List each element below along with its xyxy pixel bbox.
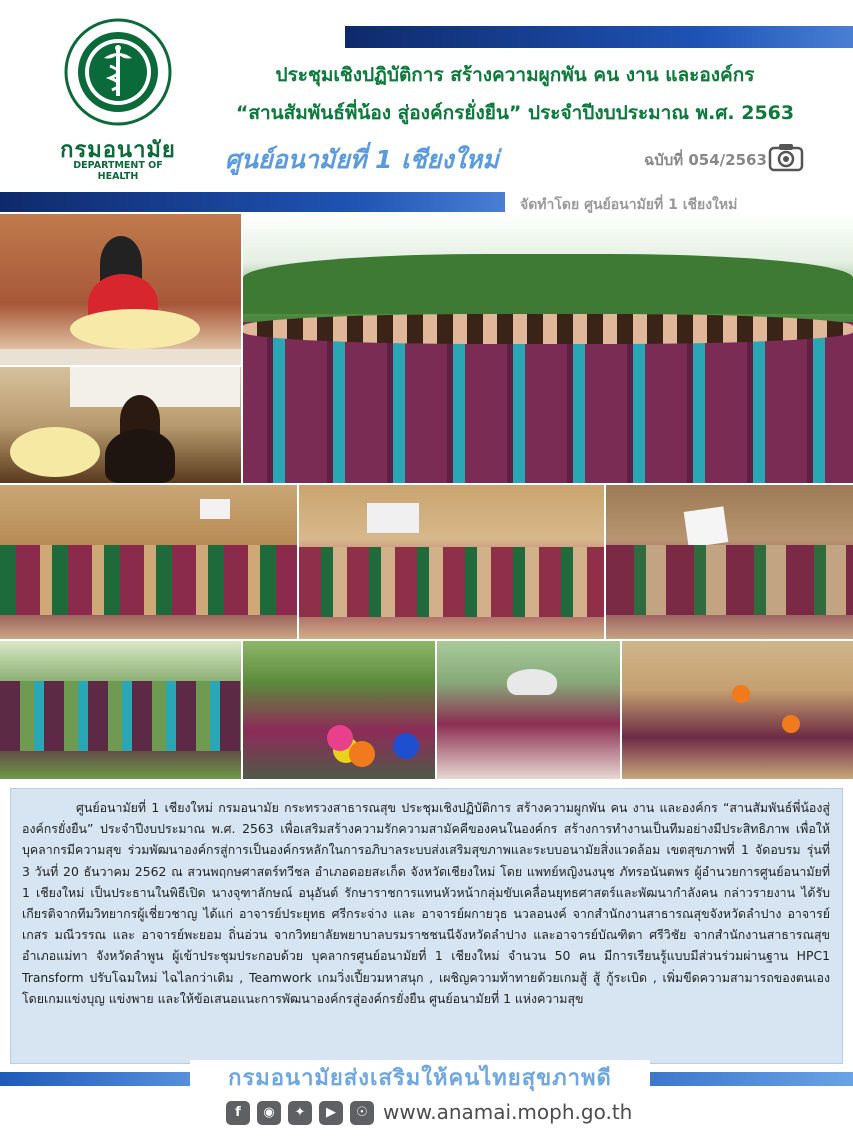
footer-slogan: กรมอนามัยส่งเสริมให้คนไทยสุขภาพดี — [228, 1066, 612, 1091]
photo-meeting-room-2 — [299, 485, 604, 639]
photo-outdoor-game-1 — [0, 641, 241, 779]
photo-activity-floor — [606, 485, 853, 639]
photo-group-garden — [243, 214, 853, 483]
camera-icon — [768, 142, 804, 172]
photo-speaker-podium — [0, 214, 241, 365]
messenger-icon[interactable]: ◉ — [257, 1101, 281, 1125]
header-top-band — [345, 26, 853, 48]
organizer-credit: จัดทำโดย ศูนย์อนามัยที่ 1 เชียงใหม่ — [520, 197, 738, 213]
headline-title-line-1: ประชุมเชิงปฏิบัติการ สร้างความผูกพัน คน งาน และองค์กร — [275, 64, 755, 86]
photo-outdoor-game-3 — [437, 641, 620, 779]
photo-speaker-lectern — [0, 367, 241, 483]
header-mid-band — [0, 192, 505, 212]
youtube-icon[interactable]: ▶ — [319, 1101, 343, 1125]
facebook-icon[interactable]: f — [226, 1101, 250, 1125]
article-body-text: ศูนย์อนามัยที่ 1 เชียงใหม่ กรมอนามัย กระทรวงสาธารณสุข ประชุมเชิงปฏิบัติการ สร้างความผูกพัน คน งาน และองค์กร “สานสัมพันธ์พี่น้องสู่องค์กรยั่งยืน” ประจำปีงบประมาณ พ.ศ. 2563 เพื่อเสริมสร้างความรักความสามัคคีของคนในองค์กร สร้างการทำงานเป็นทีมอย่างมีประสิทธิภาพ เพื่อให้บุคลากรมีความสุข ร่วมพัฒนาองค์กรสู่การเป็นองค์กรหลักในการอภิบาลระบบส่งเสริมสุขภาพและระบบอนามัยสิ่งแวดล้อม เขตสุขภาพที่ 1 จัดอบรม รุ่นที่ 3 วันที่ 20 ธันวาคม 2562 ณ สวนพฤกษศาสตร์ทวีชล อำเภอดอยสะเก็ด จังหวัดเชียงใหม่ โดย แพทย์หญิงนงนุช ภัทรอนันตพร ผู้อำนวยการศูนย์อนามัยที่ 1 เชียงใหม่ เป็นประธานในพิธีเปิด นางจุฑาลักษณ์ อนุอันต์ รักษาราชการแทนหัวหน้ากลุ่มขับเคลื่อนยุทธศาสตร์และพัฒนากำลังคน กล่าวรายงาน ได้รับเกียรติจากทีมวิทยากรผู้เชี่ยวชาญ ได้แก่ อาจารย์ประยุทธ ศรีกระจ่าง และ อาจารย์ผกายวุธ นวลอนงค์ จากสำนักงานสาธารณสุขจังหวัดลำปาง อาจารย์เกสร มณีวรรณ และ อาจารย์พะยอม ถิ่นอ่วน จากวิทยาลัยพยาบาลบรมราชชนนีจังหวัดลำปาง และอาจารย์บัณฑิตา ศรีวิชัย จากสำนักงานสาธารณสุขอำเภอแม่ทา จังหวัดลำพูน ผู้เข้าประชุมประกอบด้วย บุคลากรศูนย์อนามัยที่ 1 เชียงใหม่ จำนวน 50 คน มีการเรียนรู้แบบมีส่วนร่วมผ่านฐาน HPC1 Transform ปรับโฉมใหม่ ไฉไลกว่าเดิม , Teamwork เกมวิ่งเปี้ยวมหาสนุก , เผชิญความท้าทายด้วยเกมสู้ สู้ กู้ระเบิด , เพิ่มขีดความสามารถของตนเอง โดยเกมแข่งบุญ แข่งพาย และให้ข้อเสนอแนะการพัฒนาองค์กรสู่องค์กรยั่งยืน ศูนย์อนามัยที่ 1 แห่งความสุข — [22, 800, 830, 1006]
issue-number: ฉบับที่ 054/2563 — [644, 151, 767, 169]
twitter-icon[interactable]: ✦ — [288, 1101, 312, 1125]
photo-indoor-balloon-game — [622, 641, 853, 779]
department-name-thai: กรมอนามัย — [60, 138, 176, 163]
ministry-of-public-health-logo — [64, 18, 172, 126]
headline-title-line-2: “สานสัมพันธ์พี่น้อง สู่องค์กรยั่งยืน” ประจำปีงบประมาณ พ.ศ. 2563 — [235, 102, 795, 124]
dribbble-icon[interactable]: ☉ — [350, 1101, 374, 1125]
center-name: ศูนย์อนามัยที่ 1 เชียงใหม่ — [225, 145, 499, 174]
photo-meeting-room-1 — [0, 485, 297, 639]
photo-outdoor-game-2 — [243, 641, 435, 779]
department-name-english: DEPARTMENT OF HEALTH — [73, 160, 163, 182]
website-link[interactable]: www.anamai.moph.go.th — [383, 1100, 633, 1124]
